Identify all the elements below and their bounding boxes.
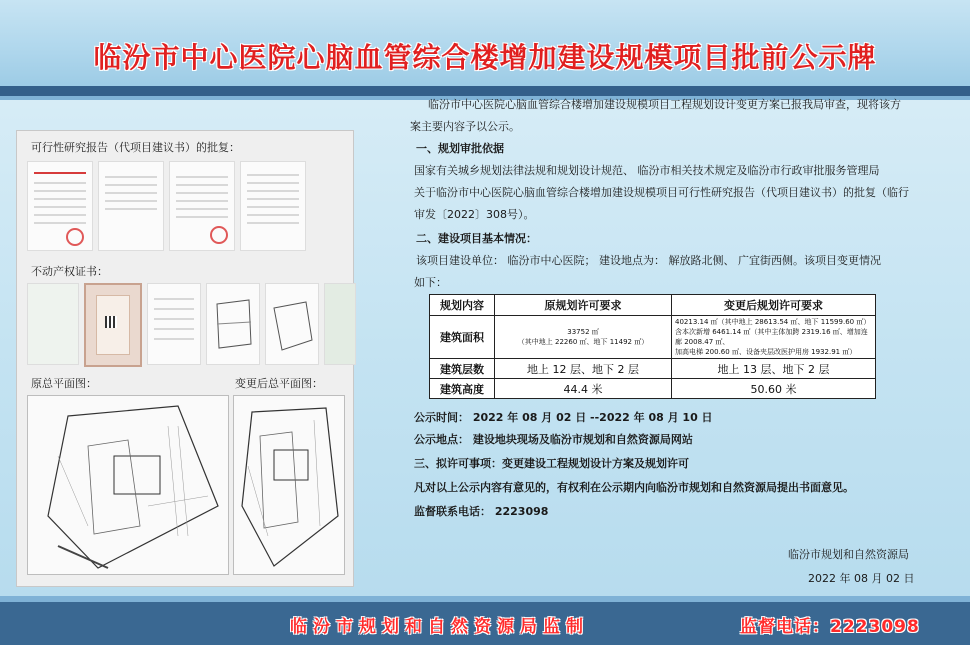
revised-area-added-detail: 加高电梯 200.60 ㎡、设备夹层改医护用房 1932.91 ㎡） xyxy=(675,348,857,356)
revised-floors: 地上 13 层、地下 2 层 xyxy=(672,359,876,379)
notice-time: 公示时间： 2022 年 08 月 02 日 --2022 年 08 月 10 日 xyxy=(414,411,713,424)
table-row xyxy=(430,316,876,359)
table-row xyxy=(430,379,876,399)
intro-line: 临汾市中心医院心脑血管综合楼增加建设规模项目工程规划设计变更方案已报我局审查，现将该方 xyxy=(428,98,901,111)
certificate-map-image xyxy=(206,283,260,365)
section3-text: 三、拟许可事项：变更建设工程规划设计方案及规划许可 xyxy=(414,457,689,470)
original-area-total: 33752 ㎡ xyxy=(567,328,599,336)
intro-line: 案主要内容予以公示。 xyxy=(410,120,520,133)
objection-text: 凡对以上公示内容有意见的，有权利在公示期内向临汾市规划和自然资源局提出书面意见。 xyxy=(414,481,854,494)
revised-plan-label: 变更后总平面图： xyxy=(235,377,323,390)
section1-text: 关于临汾市中心医院心脑血管综合楼增加建设规模项目可行性研究报告（代项目建议书）的批复（临行 xyxy=(414,186,909,199)
revised-height: 50.60 米 xyxy=(672,379,876,399)
row-label: 建筑层数 xyxy=(430,359,495,379)
section1-text: 审发〔2022〕308号）。 xyxy=(414,208,535,221)
table-header: 规划内容 xyxy=(430,295,495,316)
supervisor-label: 临汾市规划和自然资源局监制 xyxy=(290,617,589,637)
revised-area-added: 含本次新增 6461.14 ㎡（其中主体加跨 2319.16 ㎡、增加连廊 2008.47 ㎡、 xyxy=(675,328,868,346)
section1-title: 一、规划审批依据 xyxy=(416,142,504,155)
notice-place: 公示地点： 建设地块现场及临汾市规划和自然资源局网站 xyxy=(414,433,693,446)
table-header: 变更后规划许可要求 xyxy=(672,295,876,316)
header-band xyxy=(0,0,970,88)
property-certificate-image xyxy=(84,283,142,367)
issuing-authority: 临汾市规划和自然资源局 xyxy=(788,548,909,561)
section1-text: 国家有关城乡规划法律法规和规划设计规范、 临汾市相关技术规定及临汾市行政审批服务管理局 xyxy=(414,164,880,177)
board-title: 临汾市中心医院心脑血管综合楼增加建设规模项目批前公示牌 xyxy=(93,41,877,74)
feasibility-label: 可行性研究报告（代项目建议书）的批复： xyxy=(31,141,240,154)
section2-text: 该项目建设单位： 临汾市中心医院； 建设地点为： 解放路北侧、 广宜街西侧。该项目变更情况 xyxy=(416,254,881,267)
footer-band xyxy=(0,602,970,645)
revised-site-plan xyxy=(233,395,345,575)
original-area-breakdown: （其中地上 22260 ㎡、地下 11492 ㎡） xyxy=(517,338,649,346)
section2-title: 二、建设项目基本情况： xyxy=(416,232,537,245)
row-label: 建筑面积 xyxy=(430,316,495,359)
section2-text: 如下： xyxy=(414,276,447,289)
revised-area-cell xyxy=(672,316,876,359)
original-height: 44.4 米 xyxy=(495,379,672,399)
original-site-plan xyxy=(27,395,229,575)
change-summary-table xyxy=(429,294,876,399)
issue-date: 2022 年 08 月 02 日 xyxy=(808,572,915,585)
table-row xyxy=(430,359,876,379)
approval-doc-image xyxy=(169,161,235,251)
divider-stripe xyxy=(0,86,970,96)
row-label: 建筑高度 xyxy=(430,379,495,399)
table-header-row xyxy=(430,295,876,316)
original-floors: 地上 12 层、地下 2 层 xyxy=(495,359,672,379)
certificate-image xyxy=(27,283,79,365)
main-panel xyxy=(0,100,970,596)
approval-doc-image xyxy=(27,161,93,251)
certificate-image xyxy=(324,283,356,365)
documents-card xyxy=(16,130,354,587)
original-area-cell xyxy=(495,316,672,359)
certificate-map-image xyxy=(265,283,319,365)
feasibility-docs xyxy=(27,161,306,251)
property-docs xyxy=(27,283,356,367)
contact-phone: 监督联系电话： 2223098 xyxy=(414,505,549,518)
table-header: 原规划许可要求 xyxy=(495,295,672,316)
original-plan-label: 原总平面图： xyxy=(31,377,97,390)
revised-area-total: 40213.14 ㎡（其中地上 28613.54 ㎡、地下 11599.60 ㎡） xyxy=(675,318,871,326)
certificate-page-image xyxy=(147,283,201,365)
property-label: 不动产权证书： xyxy=(31,265,108,278)
approval-doc-image xyxy=(240,161,306,251)
supervision-phone: 监督电话：2223098 xyxy=(740,617,920,637)
approval-doc-image xyxy=(98,161,164,251)
